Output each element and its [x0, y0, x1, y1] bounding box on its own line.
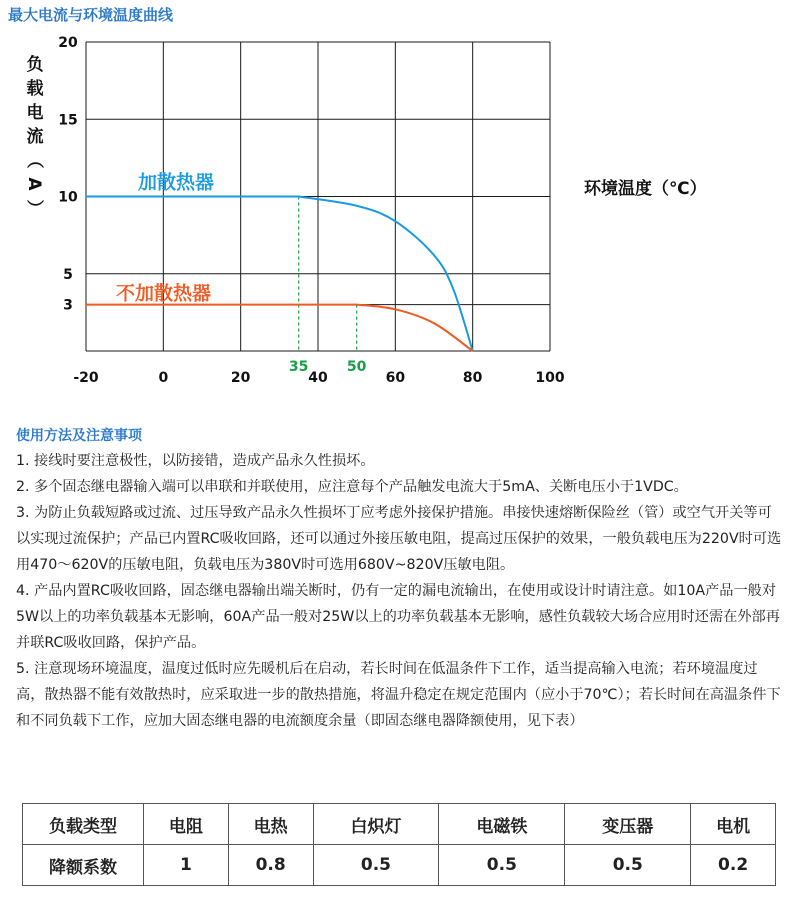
series-line-without-heatsink	[86, 305, 473, 351]
marker-label: 50	[346, 359, 367, 375]
y-tick-label: 20	[58, 35, 78, 51]
derating-factor-cell: 0.5	[313, 845, 439, 886]
derating-factor-cell: 0.5	[439, 845, 565, 886]
load-type-cell: 电机	[691, 804, 776, 845]
x-tick-label: 20	[230, 370, 251, 386]
x-axis-label: 环境温度（℃）	[584, 179, 707, 199]
load-type-cell: 电磁铁	[439, 804, 565, 845]
y-tick-label: 10	[58, 189, 78, 206]
load-type-cell: 变压器	[565, 804, 691, 845]
x-tick-label: -20	[73, 370, 99, 386]
y-axis-label-char: A	[24, 177, 44, 191]
y-tick-label: 5	[63, 266, 73, 283]
chart-title: 最大电流与环境温度曲线	[8, 6, 174, 24]
series-label-with-heatsink: 加散热器	[138, 171, 215, 194]
derating-factor-header: 降额系数	[23, 845, 144, 886]
load-type-cell: 电热	[228, 804, 313, 845]
load-type-cell: 白炽灯	[313, 804, 439, 845]
usage-title: 使用方法及注意事项	[16, 428, 142, 444]
derating-table	[22, 803, 776, 886]
y-axis-label-char: 电	[26, 103, 44, 123]
usage-note-3: 3. 为防止负载短路或过流、过压导致产品永久性损坏丁应考虑外接保护措施。串接快速熔断保险丝（管）或空气开关等可以实现过流保护；产品已内置RC吸收回路，还可以通过外接压敏电阻，提高过压保护的效果，一般负载电压为220V时可选用470～620V的压敏电阻，负载电压为380V时可选用680V~820V压敏电阻。	[16, 505, 782, 573]
load-type-header: 负载类型	[23, 804, 144, 845]
y-axis-label-char: 负	[26, 55, 44, 75]
y-axis-label-char: ）	[24, 199, 44, 217]
y-axis-label-char: 流	[26, 127, 44, 147]
usage-note-1: 1. 接线时要注意极性，以防接错，造成产品永久性损坏。	[16, 453, 375, 469]
series-label-without-heatsink: 不加散热器	[116, 282, 212, 305]
load-type-cell: 电阻	[144, 804, 229, 845]
derating-factor-row	[23, 845, 776, 886]
y-axis-label-char: （	[24, 151, 44, 169]
derating-factor-cell: 0.2	[691, 845, 776, 886]
current-temperature-chart	[0, 0, 790, 420]
y-tick-label: 3	[63, 297, 73, 314]
usage-note-5: 5. 注意现场环境温度，温度过低时应先暖机后在启动，若长时间在低温条件下工作，适当提高输入电流；若环境温度过高，散热器不能有效散热时，应采取进一步的散热措施，将温升稳定在规定范围内（应小于70℃）；若长时间在高温条件下和不同负载下工作，应加大固态继电器的电流额度余量（即固态继电器降额使用，见下表）	[16, 661, 781, 729]
derating-factor-cell: 0.5	[565, 845, 691, 886]
usage-notes	[16, 448, 782, 734]
derating-factor-cell: 1	[144, 845, 229, 886]
derating-factor-cell: 0.8	[228, 845, 313, 886]
x-tick-label: 0	[158, 370, 169, 386]
usage-note-2: 2. 多个固态继电器输入端可以串联和并联使用，应注意每个产品触发电流大于5mA、关断电压小于1VDC。	[16, 479, 688, 495]
y-tick-label: 15	[58, 112, 78, 129]
x-tick-label: 40	[308, 370, 328, 386]
marker-label: 35	[288, 359, 309, 375]
y-axis-label-char: 载	[26, 79, 44, 99]
load-type-row	[23, 804, 776, 845]
x-tick-label: 100	[535, 370, 565, 386]
usage-note-4: 4. 产品内置RC吸收回路，固态继电器输出端关断时，仍有一定的漏电流输出，在使用或设计时请注意。如10A产品一般对5W以上的功率负载基本无影响，60A产品一般对25W以上的功率负载基本无影响，感性负载较大场合应用时还需在外部再并联RC吸收回路，保护产品。	[16, 583, 780, 651]
x-tick-label: 80	[462, 370, 483, 386]
x-tick-label: 60	[385, 370, 406, 386]
